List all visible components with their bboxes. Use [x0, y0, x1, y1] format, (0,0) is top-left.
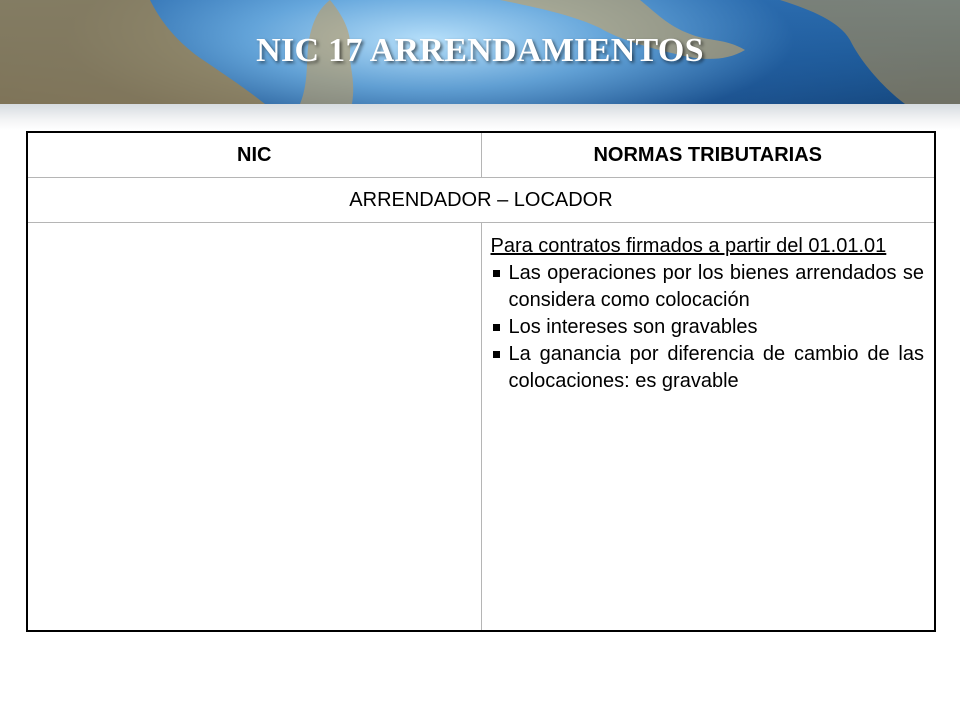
table-header-row [27, 132, 935, 178]
tax-rules-list [491, 260, 925, 395]
list-item [491, 341, 925, 395]
list-item [491, 314, 925, 341]
title-banner [0, 0, 960, 104]
list-item-text: La ganancia por diferencia de cambio de las colocaciones: es gravable [508, 343, 924, 392]
comparison-table [26, 131, 936, 632]
list-item [491, 260, 925, 314]
slide-title: NIC 17 ARRENDAMIENTOS [256, 32, 704, 69]
section-label: ARRENDADOR – LOCADOR [27, 178, 935, 223]
square-bullet-icon [493, 324, 500, 331]
content-row [27, 223, 935, 632]
tax-rules-content-cell [481, 223, 935, 632]
header-normas-tributarias: NORMAS TRIBUTARIAS [481, 132, 935, 178]
banner-shadow-strip [0, 104, 960, 130]
section-row [27, 178, 935, 223]
contract-date-intro: Para contratos firmados a partir del 01.01.01 [490, 235, 887, 257]
square-bullet-icon [493, 351, 500, 358]
nic-content-cell [27, 223, 481, 632]
square-bullet-icon [493, 270, 500, 277]
header-nic: NIC [27, 132, 481, 178]
list-item-text: Las operaciones por los bienes arrendados se considera como colocación [508, 262, 924, 311]
list-item-text: Los intereses son gravables [508, 316, 758, 338]
